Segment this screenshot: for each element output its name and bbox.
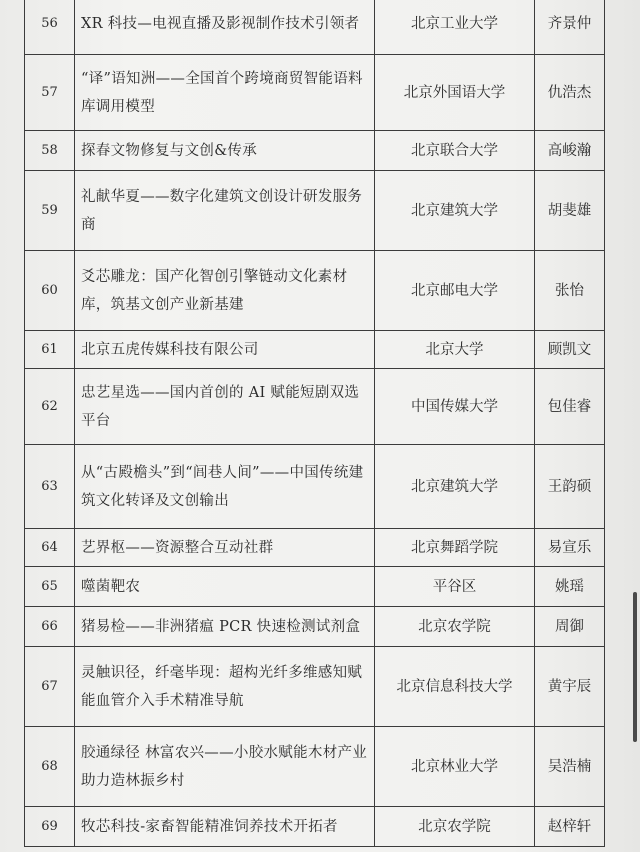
school-name: 北京邮电大学 bbox=[375, 251, 535, 331]
project-name: 猪易检——非洲猪瘟 PCR 快速检测试剂盒 bbox=[75, 607, 375, 647]
table-row bbox=[25, 727, 605, 807]
school-name: 北京建筑大学 bbox=[375, 171, 535, 251]
project-name: 礼献华夏——数字化建筑文创设计研发服务商 bbox=[75, 171, 375, 251]
school-name: 北京建筑大学 bbox=[375, 445, 535, 529]
table-row bbox=[25, 647, 605, 727]
scrollbar-thumb[interactable] bbox=[633, 592, 637, 742]
school-name: 北京农学院 bbox=[375, 807, 535, 847]
person-name: 姚瑶 bbox=[535, 567, 605, 607]
school-name: 北京联合大学 bbox=[375, 131, 535, 171]
person-name: 齐景仲 bbox=[535, 0, 605, 55]
table-row bbox=[25, 369, 605, 445]
person-name: 易宣乐 bbox=[535, 529, 605, 567]
school-name: 中国传媒大学 bbox=[375, 369, 535, 445]
person-name: 赵梓轩 bbox=[535, 807, 605, 847]
person-name: 高峻瀚 bbox=[535, 131, 605, 171]
table-row bbox=[25, 567, 605, 607]
table-row bbox=[25, 331, 605, 369]
project-name: 爻芯雕龙：国产化智创引擎链动文化素材库，筑基文创产业新基建 bbox=[75, 251, 375, 331]
project-name: 牧芯科技-家畜智能精准饲养技术开拓者 bbox=[75, 807, 375, 847]
table-row bbox=[25, 445, 605, 529]
person-name: 胡斐雄 bbox=[535, 171, 605, 251]
table-row bbox=[25, 55, 605, 131]
person-name: 周御 bbox=[535, 607, 605, 647]
project-name: 灵触识径，纤毫毕现：超构光纤多维感知赋能血管介入手术精准导航 bbox=[75, 647, 375, 727]
project-table bbox=[24, 0, 605, 847]
table-row bbox=[25, 251, 605, 331]
project-name: “译”语知洲——全国首个跨境商贸智能语料库调用模型 bbox=[75, 55, 375, 131]
project-name: 噬菌靶农 bbox=[75, 567, 375, 607]
school-name: 北京农学院 bbox=[375, 607, 535, 647]
row-number: 63 bbox=[25, 445, 75, 529]
row-number: 61 bbox=[25, 331, 75, 369]
row-number: 60 bbox=[25, 251, 75, 331]
row-number: 67 bbox=[25, 647, 75, 727]
person-name: 王韵硕 bbox=[535, 445, 605, 529]
row-number: 59 bbox=[25, 171, 75, 251]
school-name: 北京大学 bbox=[375, 331, 535, 369]
project-name: 北京五虎传媒科技有限公司 bbox=[75, 331, 375, 369]
table-row bbox=[25, 0, 605, 55]
school-name: 北京信息科技大学 bbox=[375, 647, 535, 727]
row-number: 65 bbox=[25, 567, 75, 607]
project-name: 胶通绿径 林富农兴——小胶水赋能木材产业 助力造林振乡村 bbox=[75, 727, 375, 807]
school-name: 平谷区 bbox=[375, 567, 535, 607]
row-number: 69 bbox=[25, 807, 75, 847]
person-name: 吴浩楠 bbox=[535, 727, 605, 807]
project-name: 从“古殿檐头”到“闾巷人间”——中国传统建筑文化转译及文创输出 bbox=[75, 445, 375, 529]
row-number: 68 bbox=[25, 727, 75, 807]
school-name: 北京工业大学 bbox=[375, 0, 535, 55]
table-row bbox=[25, 807, 605, 847]
table-row bbox=[25, 607, 605, 647]
table-row bbox=[25, 171, 605, 251]
project-name: XR 科技—电视直播及影视制作技术引领者 bbox=[75, 0, 375, 55]
person-name: 包佳睿 bbox=[535, 369, 605, 445]
row-number: 57 bbox=[25, 55, 75, 131]
row-number: 66 bbox=[25, 607, 75, 647]
row-number: 58 bbox=[25, 131, 75, 171]
person-name: 顾凯文 bbox=[535, 331, 605, 369]
project-name: 忠艺星选——国内首创的 AI 赋能短剧双选平台 bbox=[75, 369, 375, 445]
table-row bbox=[25, 131, 605, 171]
project-name: 艺界枢——资源整合互动社群 bbox=[75, 529, 375, 567]
row-number: 56 bbox=[25, 0, 75, 55]
school-name: 北京外国语大学 bbox=[375, 55, 535, 131]
row-number: 64 bbox=[25, 529, 75, 567]
person-name: 仇浩杰 bbox=[535, 55, 605, 131]
school-name: 北京林业大学 bbox=[375, 727, 535, 807]
project-name: 探春文物修复与文创&传承 bbox=[75, 131, 375, 171]
row-number: 62 bbox=[25, 369, 75, 445]
person-name: 黄宇辰 bbox=[535, 647, 605, 727]
person-name: 张怡 bbox=[535, 251, 605, 331]
school-name: 北京舞蹈学院 bbox=[375, 529, 535, 567]
table-row bbox=[25, 529, 605, 567]
